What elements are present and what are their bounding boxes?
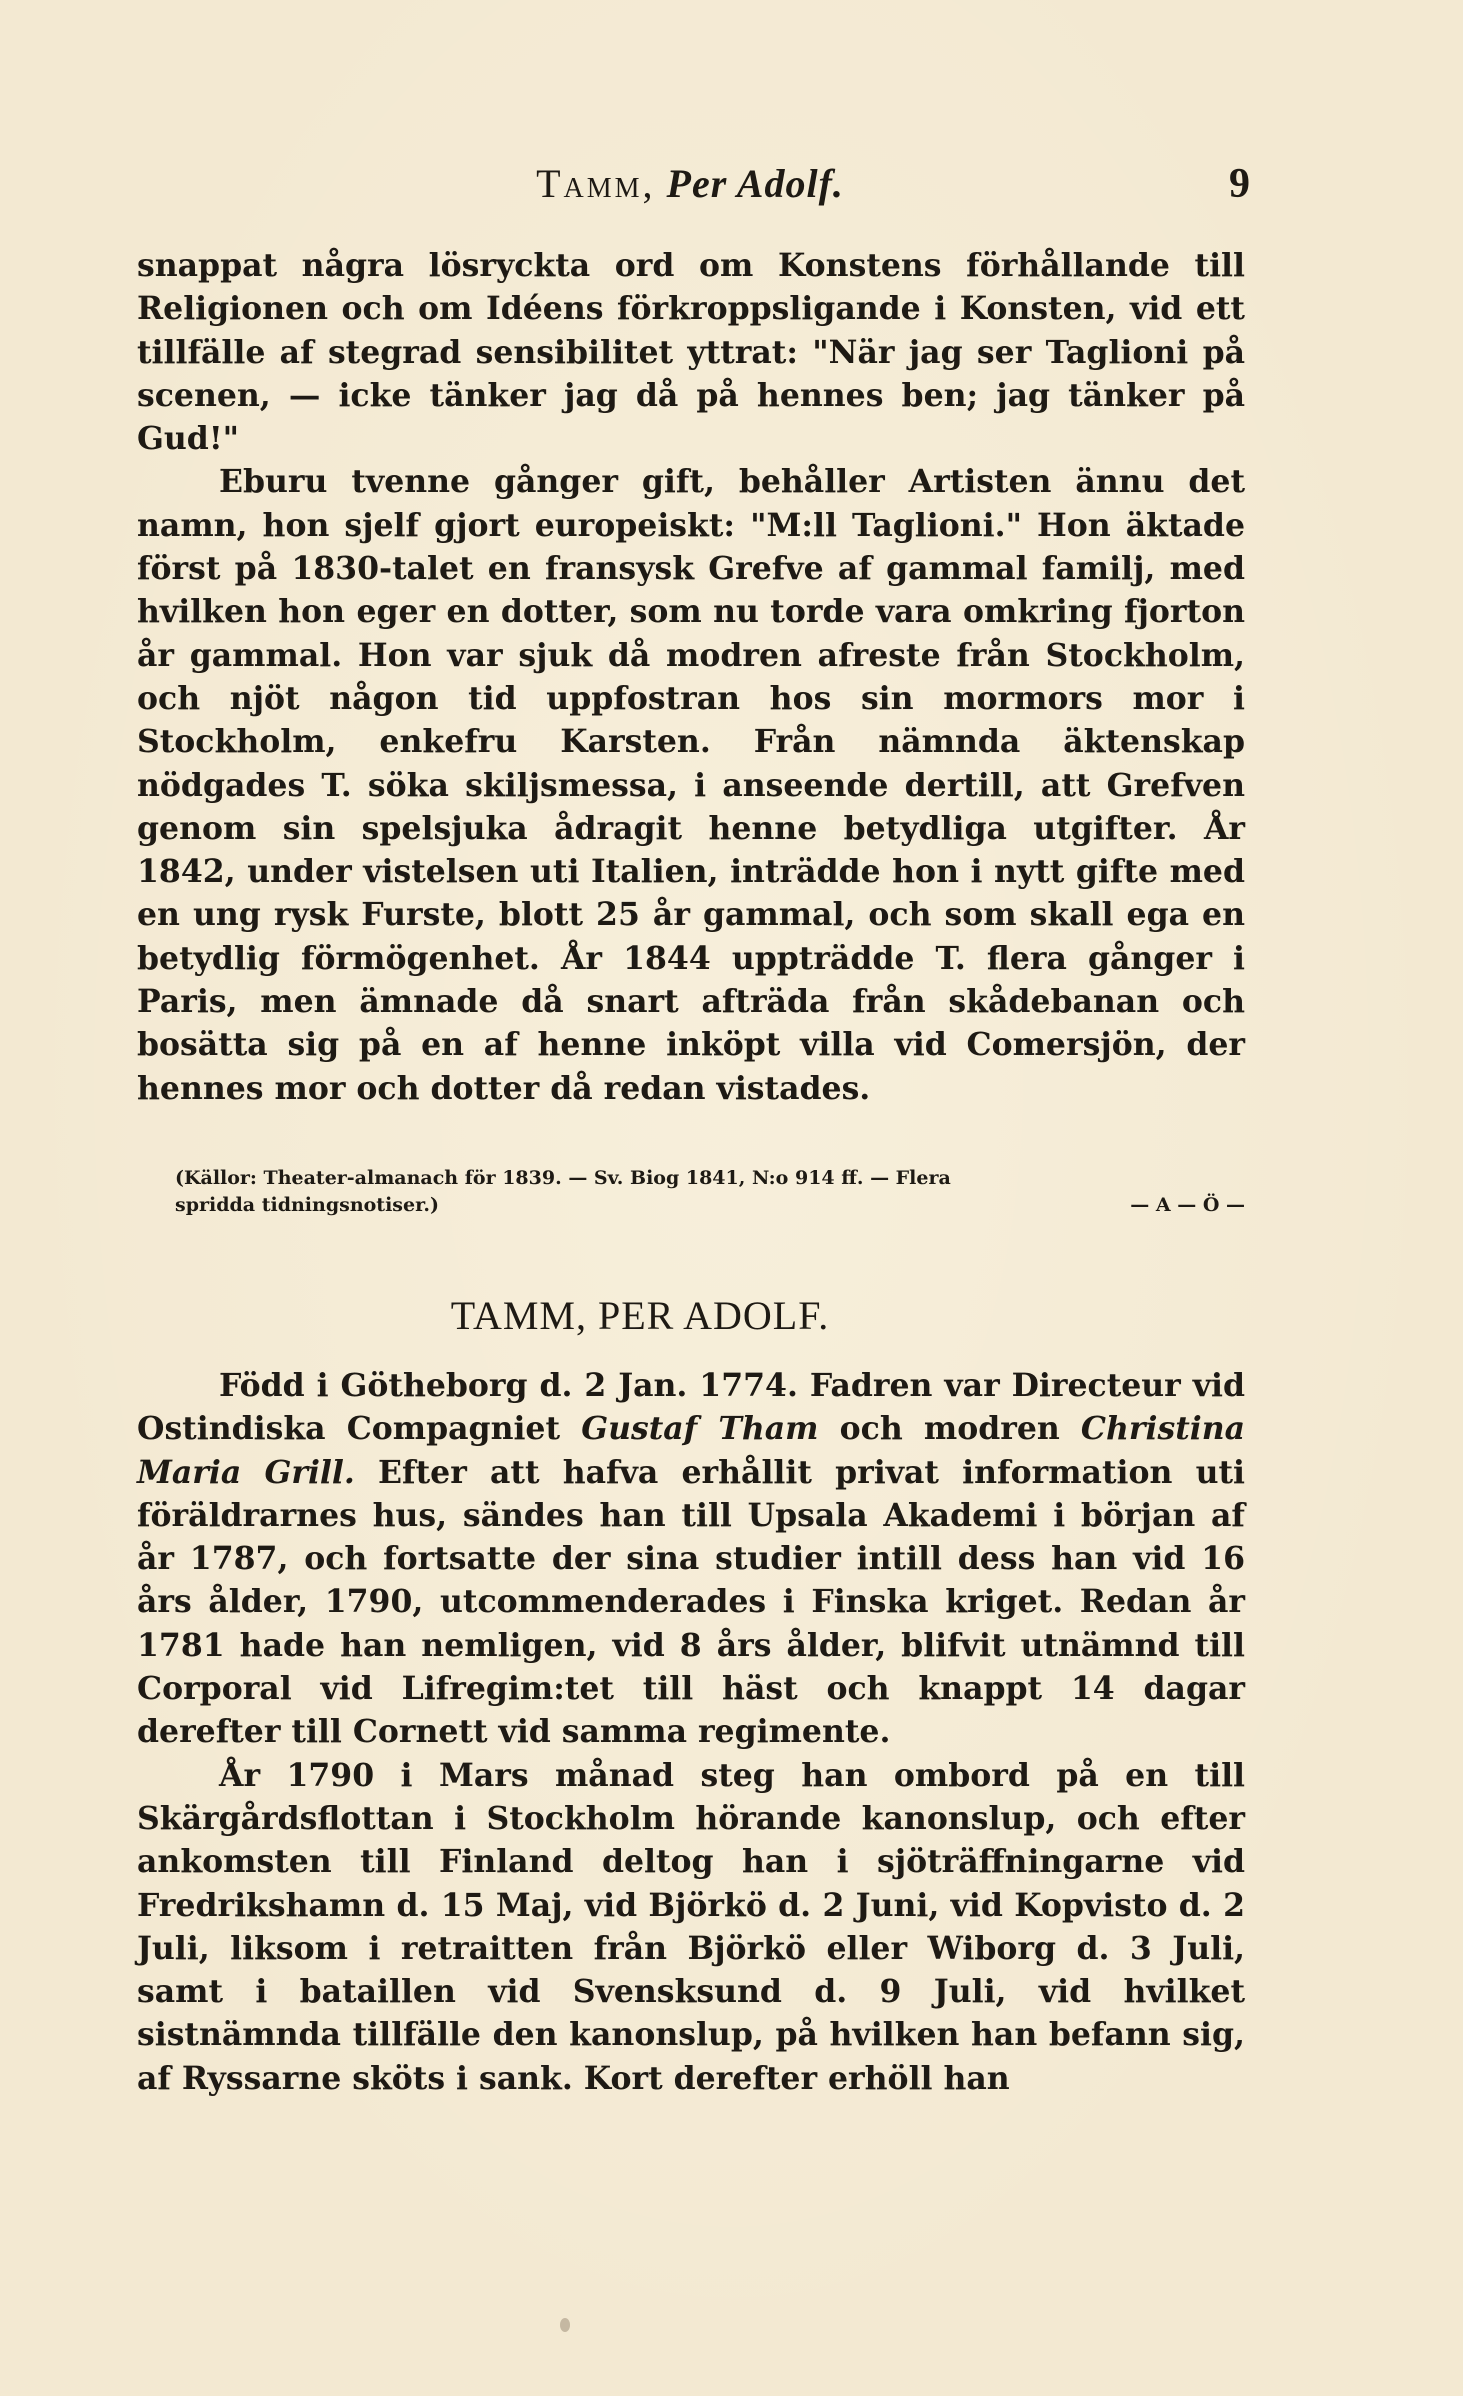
entry-paragraph-birth [137, 1364, 1245, 1754]
sources-line-2: spridda tidningsnotiser.) [175, 1194, 439, 1216]
previous-entry-text [137, 244, 1245, 1110]
continued-paragraph: snappat några lösryckta ord om Konstens förhållande till Religionen och om Idéens förkroppsligande i Konsten, vid ett tillfälle af stegrad sensibilitet yttrat: "När jag ser Taglioni på scenen, — icke tänker jag då på hennes ben; jag tänker på Gud!" [137, 247, 1245, 458]
father-name: Gustaf Tham [581, 1410, 819, 1448]
entry-paragraph-war: År 1790 i Mars månad steg han ombord på en till Skärgårdsflottan i Stockholm hörande kanonslup, och efter ankomsten till Finland deltog han i sjöträffningarne vid Fredrikshamn d. 15 Maj, vid Björkö d. 2 Juni, vid Kopvisto d. 2 Juli, liksom i retraitten från Björkö eller Wiborg d. 3 Juli, samt i bataillen vid Svensksund d. 9 Juli, vid hvilket sistnämnda tillfälle den kanonslup, på hvilken han befann sig, af Ryssarne sköts i sank. Kort derefter erhöll han [137, 1756, 1245, 2097]
sources-note [175, 1165, 1245, 1219]
page-number: 9 [1229, 161, 1250, 207]
education-text: Efter att hafva erhållit privat information uti föräldrarnes hus, sändes han till Upsala Akademi i början af år 1787, och fortsatte der sina studier intill dess han vid 16 års ålder, 1790, utcommenderades i Finska kriget. Redan år 1781 hade han nemligen, vid 8 års ålder, blifvit utnämnd till Corporal vid Lifregim:tet till häst och knappt 14 dagar derefter till Cornett vid samma regimente. [137, 1453, 1245, 1751]
running-head [130, 160, 1250, 220]
birth-text: Född i Götheborg d. 2 Jan. 1774. Fadren var Directeur vid Ostindiska Compagniet [137, 1367, 1245, 1448]
running-title-surname: Tamm, [536, 161, 656, 206]
running-title [130, 160, 1250, 207]
author-signature: — A — Ö — [1130, 1194, 1245, 1216]
mother-name: Christina Maria Grill. [137, 1410, 1246, 1491]
entry-text [137, 1364, 1245, 2100]
paragraph-marriages: Eburu tvenne gånger gift, behåller Artisten ännu det namn, hon sjelf gjort europeiskt: "M:ll Taglioni." Hon äktade först på 1830-talet en fransysk Grefve af gammal familj, med hvilken hon eger en dotter, som nu torde vara omkring fjorton år gammal. Hon var sjuk då modren afreste från Stockholm, och njöt någon tid uppfostran hos sin mormors mor i Stockholm, enkefru Karsten. Från nämnda äktenskap nödgades T. söka skiljsmessa, i anseende dertill, att Grefven genom sin spelsjuka ådragit henne betydliga utgifter. År 1842, under vistelsen uti Italien, inträdde hon i nytt gifte med en ung rysk Furste, blott 25 år gammal, och som skall ega en betydlig förmögenhet. År 1844 uppträdde T. flera gånger i Paris, men ämnade då snart afträda från skådebanan och bosätta sig på en af henne inköpt villa vid Comersjön, der hennes mor och dotter då redan vistades. [137, 463, 1245, 1107]
sources-line-1: (Källor: Theater-almanach för 1839. — Sv. Biog 1841, N:o 914 ff. — Flera [175, 1167, 951, 1189]
ink-speck [560, 2318, 570, 2332]
entry-heading: TAMM, PER ADOLF. [450, 1293, 830, 1338]
running-title-given: Per Adolf. [666, 161, 844, 206]
connector-text: och modren [839, 1410, 1060, 1448]
